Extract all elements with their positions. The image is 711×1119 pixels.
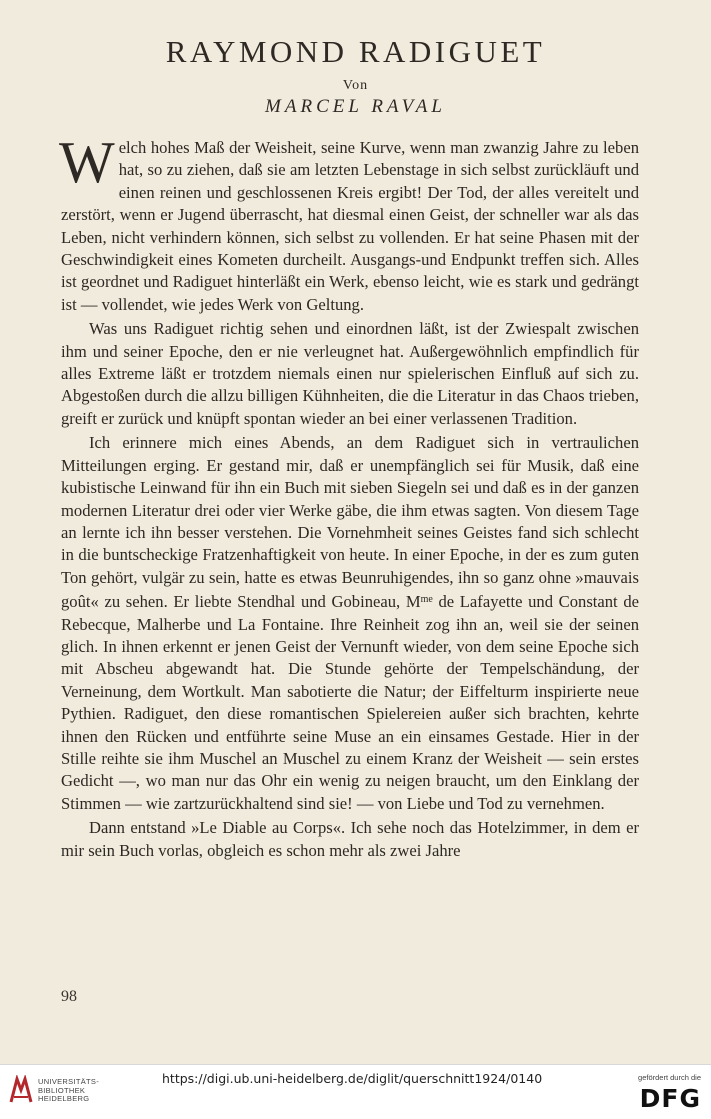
paragraph-3	[61, 432, 639, 815]
page-number: 98	[61, 988, 77, 1005]
paragraph-4: Dann entstand »Le Diable au Corps«. Ich sehe noch das Hotelzimmer, in dem er mir sein Buch vorlas, obgleich es schon mehr als zwei Jahre	[61, 818, 639, 860]
permalink-url[interactable]: https://digi.ub.uni-heidelberg.de/diglit/querschnitt1924/0140	[162, 1071, 543, 1086]
library-name	[38, 1078, 99, 1104]
viewer-footer	[0, 1064, 711, 1119]
superscript-me: me	[420, 594, 433, 606]
paragraph-2: Was uns Radiguet richtig sehen und einordnen läßt, ist der Zwiespalt zwischen ihm und seiner Epoche, den er nie verleugnet hat. Außergewöhnlich empfindlich für alles Extreme läßt er trotzdem niemals einen nur spielerischen Einfluß auf sich zu. Abgestoßen durch die allzu billigen Kühnheiten, die die Literatur in das Chaos trieben, greift er zurück und knüpft spontan wieder an bei einer verlassenen Tradition.	[61, 319, 639, 428]
drop-cap: W	[59, 129, 115, 195]
paragraph-3-text: Ich erinnere mich eines Abends, an dem Radiguet sich in vertraulichen Mitteilungen erging. Er gestand mir, daß er unempfänglich sei für Musik, daß eine kubistische Leinwand für ihn ein Buch mit sieben Siegeln sei und daß es in der ganzen modernen Literatur drei oder vier Werke gäbe, die ihm etwas sagten. Von diesem Tage an lernte ich ihn besser verstehen. Die Vornehmheit seines Geistes fand sich schlecht in die buntscheckige Fratzenhaftigkeit von heute. In einer Epoche, in der es zum guten Ton gehört, vulgär zu sein, hatte es etwas Beunruhigendes, ihn so ganz ohne »mauvais goût« zu sehen. Er liebte Stendhal und Gobineau, M	[61, 433, 639, 612]
university-library-logo-icon	[8, 1075, 34, 1105]
library-line: BIBLIOTHEK	[38, 1085, 86, 1095]
library-line: UNIVERSITÄTS-	[38, 1077, 99, 1086]
dfg-logo: DFG	[639, 1084, 701, 1113]
funding-caption: gefördert durch die	[638, 1073, 701, 1082]
paragraph-3-rest: de Lafayette und Constant de Rebecque, Malherbe und La Fontaine. Ihre Reinheit zog ihn an, weil sie der seinen glich. In ihnen erkennt er jenen Geist der Vernunft wieder, von dem seine Epoche sich mit Abscheu abgewandt hat. Die Stunde gehörte der Tempelschändung, der Verneinung, dem Wortkult. Man sabotierte die Natur; der Eiffelturm inspirierte neue Pythien. Radiguet, den diese romantischen Spielereien außer sich brachten, kehrte ihnen den Rücken und entführte seine Muse an ein einsames Gestade. Hier in der Stille reihte sie ihm Muschel an Muschel zu einem Kranz der Weisheit — sein erstes Gedicht —, wo man nur das Ohr ein wenig zu neigen braucht, um den Einklang der Stimmen — wie zartzurückhaltend sind sie! — von Liebe und Tod zu vernehmen.	[61, 592, 639, 813]
article-body	[59, 129, 639, 864]
library-line: HEIDELBERG	[38, 1094, 90, 1103]
author-name: MARCEL RAVAL	[265, 96, 446, 117]
paragraph-1	[59, 129, 639, 316]
paragraph-1-text: elch hohes Maß der Weisheit, seine Kurve, wenn man zwanzig Jahre zu leben hat, so zu ziehen, daß sie am letzten Lebenstage in sich selbst zurückläuft und einen reinen und geschlossenen Kreis ergibt! Der Tod, der alles vereitelt und zerstört, wenn er Jugend überrascht, hat diesmal einen Geist, der schneller war als das Leben, nicht verhindern können, sich selbst zu vollenden. Er hat seine Phasen mit der Geschwindigkeit eines Kometen durcheilt. Ausgangs-und Endpunkt treffen sich. Alles ist geordnet und Radiguet hinterläßt ein Werk, ebenso leicht, wie es stark und gedrängt ist — vollendet, wie jedes Werk von Geltung.	[61, 138, 639, 314]
byline-prefix: Von	[342, 78, 369, 93]
article-title: RAYMOND RADIGUET	[165, 34, 546, 69]
